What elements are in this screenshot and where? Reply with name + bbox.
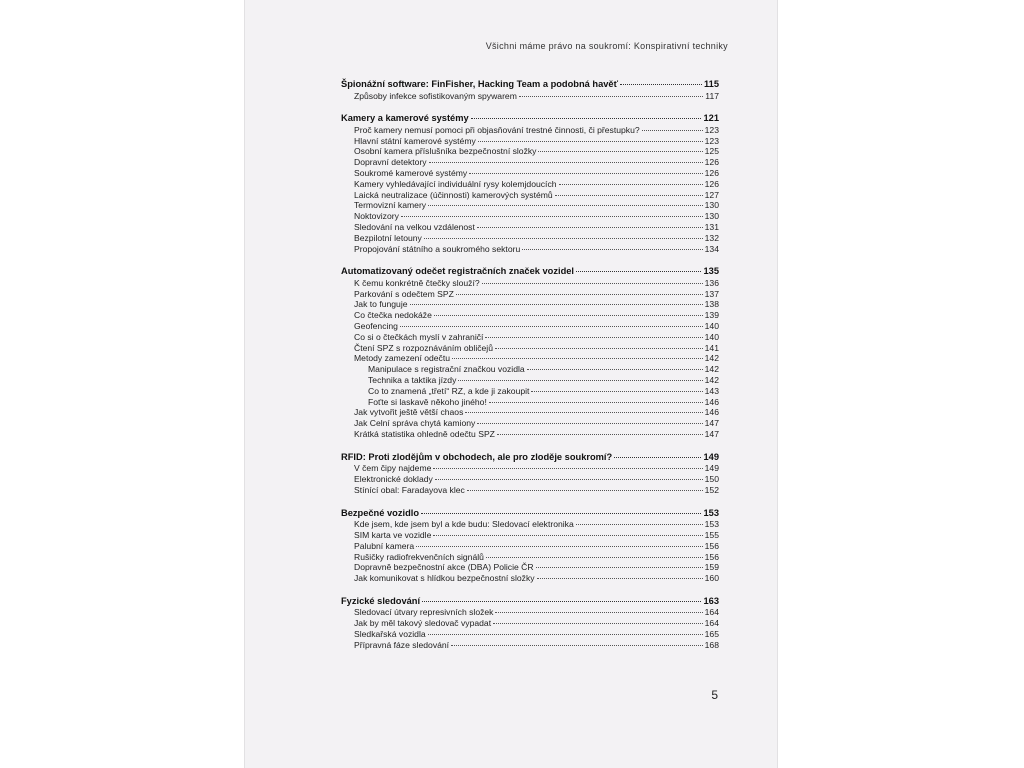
toc-entry-row-page: 147 [704,429,719,440]
toc-entry-row-page: 149 [704,463,719,474]
dot-leader [522,249,702,250]
dot-leader [555,195,703,196]
dot-leader [482,283,703,284]
toc-entry-row [341,200,719,211]
toc-entry-row-title: Sledovací útvary represivních složek [354,607,494,618]
toc-entry-row-page: 132 [704,232,719,243]
toc-section [341,595,719,651]
toc-entry-row-page: 126 [704,157,719,168]
dot-leader [485,337,702,338]
toc-entry-row-title: Přípravná fáze sledování [354,639,450,650]
toc-chapter-row-title: Kamery a kamerové systémy [341,113,469,124]
toc-chapter-row-page: 135 [703,266,719,277]
toc-entry-row-page: 164 [704,618,719,629]
toc-entry-row-page: 117 [705,90,719,101]
toc-entry-row-page: 138 [704,299,719,310]
toc-entry-row-page: 127 [704,189,719,200]
toc-entry-row [341,418,719,429]
toc-entry-row-title: Osobní kamera příslušníka bezpečnostní složky [354,146,537,157]
toc-section [341,78,719,101]
dot-leader [422,601,701,602]
dot-leader [471,118,702,119]
toc-chapter-row-page: 121 [703,113,719,124]
toc-entry-row-page: 142 [704,375,719,386]
toc-entry-row [341,244,719,255]
toc-section [341,507,719,584]
toc-entry-row-title: Jak vytvořit ještě větší chaos [354,407,464,418]
toc-entry-row-title: Stínící obal: Faradayova klec [354,484,465,495]
dot-leader [497,434,703,435]
toc-entry-row-title: SIM karta ve vozidle [354,530,432,540]
dot-leader [410,304,703,305]
toc-entry-row [341,375,719,386]
toc-entry-row [341,607,719,618]
toc-entry-row-page: 123 [704,124,719,135]
toc-chapter-row-page: 153 [703,507,719,518]
dot-leader [538,151,702,152]
dot-leader [429,162,703,163]
toc-chapter-row [341,595,719,608]
toc-entry-row [341,640,719,651]
toc-entry-row-title: Proč kamery nemusí pomoci při objasňování trestné činnosti, či přestupku? [354,124,640,135]
toc-entry-row-page: 131 [704,221,719,232]
toc-entry-row-title: Jak Celní správa chytá kamiony [354,418,476,429]
dot-leader [421,513,701,514]
toc-entry-row-page: 146 [704,407,719,418]
toc-entry-row-title: Elektronické doklady [354,474,433,485]
toc-entry-row-page: 165 [704,629,719,640]
dot-leader [428,205,703,206]
toc-entry-row [341,233,719,244]
toc-entry-row-page: 164 [704,607,719,618]
toc-entry-row-title: Co čtečka nedokáže [354,310,432,321]
toc-entry-row-page: 140 [704,321,719,332]
toc-entry-row-title: Jak to funguje [354,299,408,310]
toc-section [341,451,719,496]
page-number: 5 [711,688,718,702]
toc-entry-row [341,463,719,474]
toc-entry-row-page: 139 [704,310,719,321]
toc-entry-row-page: 147 [704,418,719,429]
toc-entry-row-title: Co si o čtečkách myslí v zahraničí [354,331,484,342]
dot-leader [477,423,702,424]
toc-entry-row-page: 134 [704,243,719,254]
dot-leader [489,402,703,403]
toc-section [341,112,719,254]
toc-entry-row [341,474,719,485]
toc-entry-row [341,541,719,552]
toc-entry-row [341,343,719,354]
toc-chapter-row [341,112,719,125]
toc-entry-row [341,179,719,190]
toc-entry-row-page: 125 [704,146,719,157]
toc-entry-row [341,353,719,364]
toc-entry-row-page: 150 [704,474,719,485]
toc-entry-row-page: 123 [704,135,719,146]
toc-entry-row [341,310,719,321]
dot-leader [519,96,703,97]
toc-chapter-row-title: Špionážní software: FinFisher, Hacking Team a podobná havěť [341,79,619,89]
dot-leader [620,84,702,85]
toc-entry-row [341,562,719,573]
dot-leader [458,380,702,381]
toc-entry-row [341,168,719,179]
toc-entry-row-title: Dopravní detektory [354,157,427,168]
toc-entry-row-title: Foťte si laskavě někoho jiného! [368,396,487,407]
toc-entry-row-page: 159 [704,562,719,573]
running-head: Všichni máme právo na soukromí: Konspirativní techniky [485,41,728,51]
toc-entry-row-page: 142 [704,364,719,375]
toc-entry-row-title: Kde jsem, kde jsem byl a kde budu: Sledovací elektronika [354,519,574,530]
toc-entry-row-title: K čemu konkrétně čtečky slouží? [354,277,480,288]
toc-entry-row-title: Způsoby infekce sofistikovaným spywarem [354,90,517,101]
dot-leader [477,227,703,228]
toc-entry-row-title: Dopravně bezpečnostní akce (DBA) Policie ČR [354,562,534,573]
toc-entry-row [341,278,719,289]
toc-entry-row [341,530,719,541]
toc-entry-row-title: Čtení SPZ s rozpoznáváním obličejů [354,342,493,353]
toc-entry-row-title: Kamery vyhledávající individuální rysy kolemjdoucích [354,178,557,189]
toc-entry-row-title: Termovizní kamery [354,200,427,211]
toc-chapter-row-title: Fyzické sledování [341,595,421,606]
toc-entry-row [341,91,719,102]
toc-entry-row-title: Laická neutralizace (účinnosti) kamerových systémů [354,189,553,200]
toc-entry-row [341,289,719,300]
table-of-contents [341,78,719,662]
toc-entry-row-page: 130 [704,211,719,222]
toc-entry-row-title: Sledování na velkou vzdálenost [354,221,475,232]
toc-entry-row-title: Propojování státního a soukromého sektoru [354,243,521,254]
toc-chapter-row [341,451,719,464]
toc-entry-row [341,407,719,418]
dot-leader [465,412,702,413]
toc-entry-row-title: V čem čipy najdeme [354,463,432,474]
dot-leader [452,358,703,359]
dot-leader [495,612,702,613]
toc-entry-row-title: Bezpilotní letouny [354,232,422,243]
toc-entry-row-page: 160 [704,573,719,584]
dot-leader [576,271,701,272]
toc-entry-row-title: Technika a taktika jízdy [368,375,457,386]
dot-leader [416,546,702,547]
toc-entry-row [341,332,719,343]
toc-entry-row-title: Geofencing [354,321,398,332]
toc-chapter-row-title: Bezpečné vozidlo [341,507,420,518]
toc-entry-row-title: Manipulace s registrační značkou vozidla [368,364,525,375]
toc-chapter-row-title: RFID: Proti zlodějům v obchodech, ale pro zloděje soukromí? [341,451,613,462]
toc-entry-row-title: Noktovizory [354,211,399,222]
dot-leader [456,294,703,295]
toc-entry-row-title: Parkování s odečtem SPZ [354,288,454,299]
toc-entry-row-title: Jak komunikovat s hlídkou bezpečnostní složky [354,573,535,584]
toc-entry-row [341,125,719,136]
toc-entry-row [341,157,719,168]
dot-leader [537,578,703,579]
toc-entry-row [341,222,719,233]
toc-entry-row [341,618,719,629]
toc-entry-row [341,386,719,397]
toc-entry-row-title: Co to znamená „třetí“ RZ, a kde ji zakoupit [368,385,530,396]
toc-entry-row-title: Sledkařská vozidla [354,629,426,640]
toc-entry-row-page: 156 [704,551,719,562]
dot-leader [435,479,703,480]
toc-entry-row [341,629,719,640]
toc-entry-row [341,364,719,375]
dot-leader [401,216,703,217]
dot-leader [428,634,703,635]
toc-entry-row-page: 146 [704,396,719,407]
toc-chapter-row-page: 163 [703,595,719,606]
toc-entry-row-title: Jak by měl takový sledovač vypadat [354,618,492,629]
toc-entry-row-page: 143 [704,385,719,396]
toc-entry-row-page: 130 [704,200,719,211]
toc-chapter-row-page: 115 [704,79,719,89]
toc-entry-row-page: 136 [704,277,719,288]
toc-entry-row [341,136,719,147]
dot-leader [527,369,703,370]
dot-leader [531,391,702,392]
toc-entry-row-title: Palubní kamera [354,540,415,551]
toc-entry-row [341,485,719,496]
toc-entry-row [341,321,719,332]
toc-entry-row [341,397,719,408]
toc-entry-row [341,211,719,222]
toc-chapter-row [341,507,719,520]
toc-entry-row-page: 168 [704,639,719,650]
toc-entry-row [341,573,719,584]
toc-chapter-row [341,265,719,278]
toc-chapter-row-title: Automatizovaný odečet registračních značek vozidel [341,266,575,277]
dot-leader [493,623,703,624]
dot-leader [467,490,703,491]
toc-entry-row [341,429,719,440]
dot-leader [642,130,703,131]
toc-entry-row [341,146,719,157]
dot-leader [478,141,703,142]
toc-entry-row-title: Krátká statistika ohledně odečtu SPZ [354,429,495,440]
dot-leader [614,457,701,458]
toc-entry-row-page: 141 [704,342,719,353]
toc-entry-row-title: Soukromé kamerové systémy [354,167,468,178]
toc-section [341,265,719,439]
dot-leader [433,468,702,469]
toc-entry-row [341,552,719,563]
dot-leader [434,315,703,316]
toc-entry-row-page: 126 [704,178,719,189]
toc-entry-row [341,299,719,310]
toc-entry-row-title: Metody zamezení odečtu [354,353,451,364]
toc-entry-row-page: 140 [704,331,719,342]
toc-entry-row-page: 142 [704,353,719,364]
toc-entry-row-title: Hlavní státní kamerové systémy [354,135,476,146]
toc-entry-row-page: 152 [704,484,719,495]
dot-leader [424,238,703,239]
dot-leader [400,326,703,327]
dot-leader [486,557,703,558]
toc-entry-row [341,190,719,201]
dot-leader [451,645,703,646]
dot-leader [433,535,702,536]
toc-chapter-row-page: 149 [703,451,719,462]
toc-entry-row-page: 156 [704,540,719,551]
toc-entry-row-page: 153 [704,519,719,530]
dot-leader [559,184,703,185]
toc-entry-row-page: 155 [704,530,719,540]
toc-chapter-row [341,78,719,91]
dot-leader [576,524,703,525]
dot-leader [536,567,703,568]
dot-leader [469,173,702,174]
toc-entry-row-page: 126 [704,167,719,178]
toc-entry-row [341,519,719,530]
dot-leader [495,348,703,349]
toc-entry-row-title: Rušičky radiofrekvenčních signálů [354,551,484,562]
book-page [244,0,778,768]
toc-entry-row-page: 137 [704,288,719,299]
